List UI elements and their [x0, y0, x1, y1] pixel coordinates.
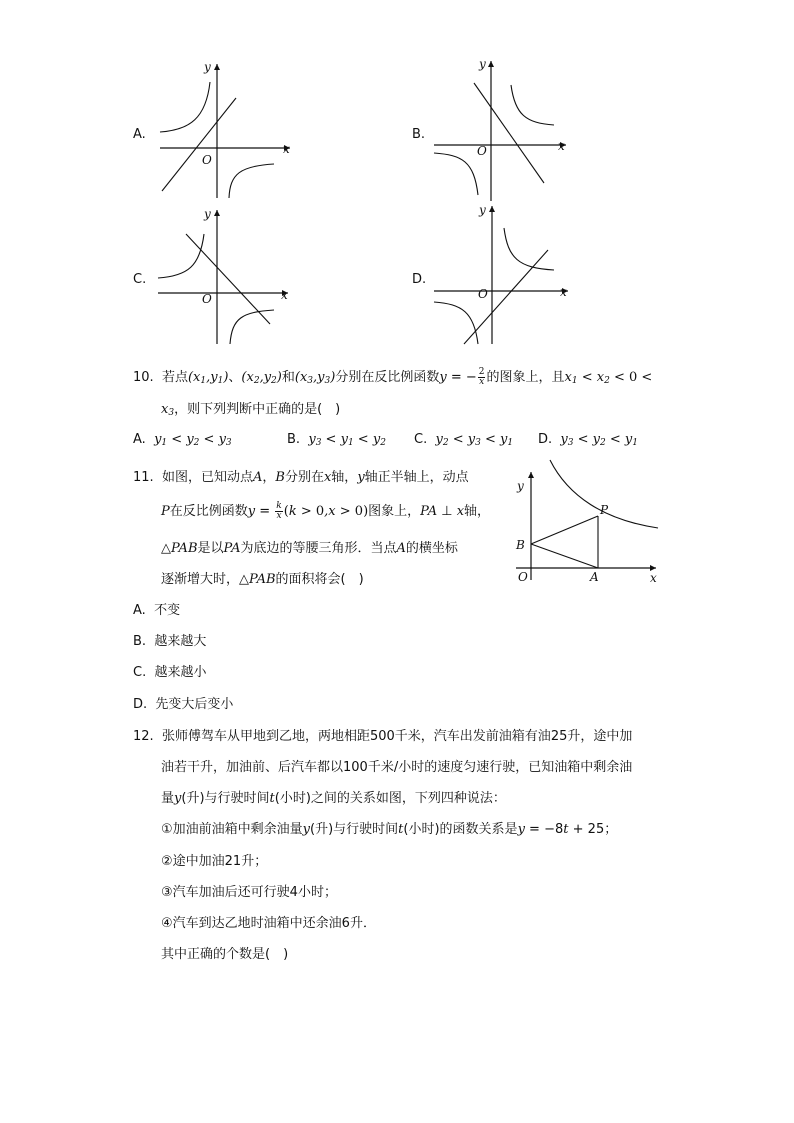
origin-label: O	[202, 292, 212, 306]
option-b-label: B.	[412, 127, 426, 142]
q11-line-4: 逐渐增大时，△PAB的面积将会( )	[161, 572, 364, 587]
q10-option-a[interactable]: A. $y_1 < y_2 < y_3$	[133, 432, 232, 448]
q11-line-2: P在反比例函数y = $\frac{k}{x}$ (k > 0,x > 0)图象上，PA ⊥ x轴，	[161, 501, 491, 521]
q11-line-1: 11. 如图，已知动点A，B分别在x轴，y轴正半轴上，动点	[133, 470, 469, 485]
y-axis-label: y	[479, 203, 486, 217]
point-a-label: A	[590, 570, 599, 584]
y-axis-label: y	[517, 479, 524, 493]
q11-line-3: △PAB是以PA为底边的等腰三角形．当点A的横坐标	[161, 541, 458, 556]
q10-option-d[interactable]: D. $y_3 < y_2 < y_1$	[538, 432, 639, 448]
q12-statement-2: ②途中加油21升；	[161, 854, 268, 869]
option-d-graph	[428, 198, 578, 348]
option-b-graph	[426, 55, 576, 205]
x-axis-label: x	[281, 288, 288, 302]
option-a-graph	[150, 58, 300, 203]
q10-line-2: $x_3$，则下列判断中正确的是( )	[161, 402, 341, 418]
origin-label: O	[477, 144, 487, 158]
y-axis-label: y	[479, 57, 486, 71]
q10-option-c[interactable]: C. $y_2 < y_3 < y_1$	[414, 432, 514, 448]
q12-question: 其中正确的个数是( )	[161, 947, 289, 962]
x-axis-label: x	[650, 571, 657, 585]
y-axis-label: y	[204, 207, 211, 221]
q11-option-c[interactable]: C. 越来越小	[133, 665, 207, 680]
origin-label: O	[518, 570, 528, 584]
q11-option-b[interactable]: B. 越来越大	[133, 634, 207, 649]
x-axis-label: x	[283, 142, 290, 156]
q12-line-2: 油若干升，加油前、后汽车都以100千米/小时的速度匀速行驶，已知油箱中剩余油	[161, 760, 633, 775]
origin-label: O	[478, 287, 488, 301]
point-b-label: B	[516, 538, 525, 552]
option-a-label: A.	[133, 127, 146, 142]
q12-statement-3: ③汽车加油后还可行驶4小时；	[161, 885, 337, 900]
q12-line-3: 量y(升)与行驶时间t(小时)之间的关系如图，下列四种说法：	[161, 791, 506, 806]
q12-statement-1: ①加油前油箱中剩余油量y(升)与行驶时间t(小时)的函数关系是y = −8t + 25；	[161, 822, 618, 837]
point-p-label: P	[600, 503, 609, 517]
option-c-graph	[150, 202, 300, 350]
q11-option-d[interactable]: D. 先变大后变小	[133, 697, 234, 712]
q12-line-1: 12. 张师傅驾车从甲地到乙地，两地相距500千米，汽车出发前油箱有油25升，途中加	[133, 729, 633, 744]
x-axis-label: x	[558, 139, 565, 153]
option-c-label: C.	[133, 272, 147, 287]
option-d-label: D.	[412, 272, 427, 287]
q10-line-1: 10. 若点$(x_1,y_1)$、$(x_2,y_2)$和$(x_3,y_3)$分别在反比例函数y = − $\frac{2}{x}$ 的图象上，且$x_1 < x_2 < 0$ <	[133, 367, 653, 387]
q11-figure	[508, 458, 668, 588]
q11-option-a[interactable]: A. 不变	[133, 603, 181, 618]
y-axis-label: y	[204, 60, 211, 74]
q12-statement-4: ④汽车到达乙地时油箱中还余油6升．	[161, 916, 376, 931]
fraction: $\frac{2}{x}$	[478, 367, 485, 387]
origin-label: O	[202, 153, 212, 167]
q10-option-b[interactable]: B. $y_3 < y_1 < y_2$	[287, 432, 386, 448]
x-axis-label: x	[560, 285, 567, 299]
